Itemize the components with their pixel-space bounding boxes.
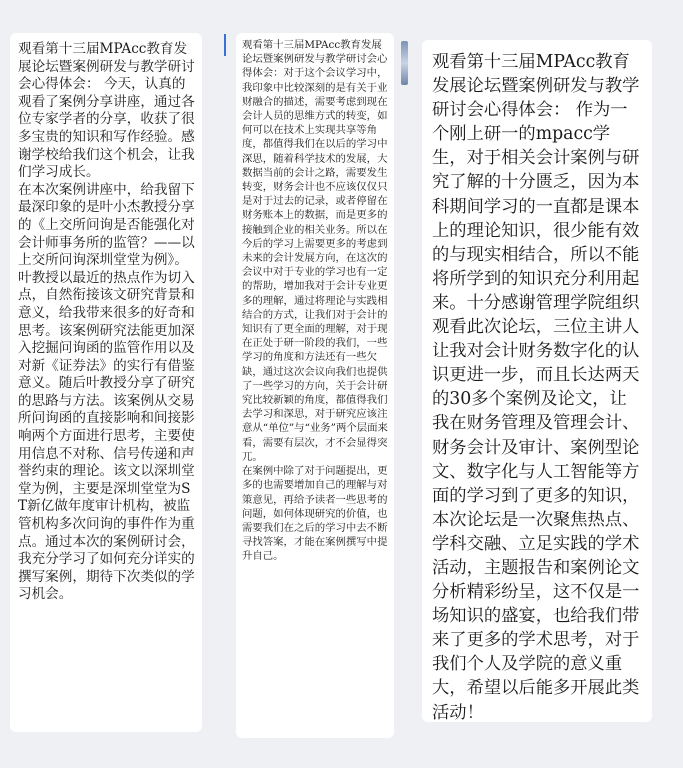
reflection-card-middle xyxy=(236,33,394,738)
card-middle-paragraph-1: 观看第十三届MPAcc教育发展论坛暨案例研发与教学研讨会心得体会：对于这个会议学习中，我印象中比较深刻的是有关于业财融合的描述，需要考虑到现在会计人员的思维方式的转变，如何可以在技术上实现共享等角度，都值得我们在以后的学习中深思，随着科学技术的发展，大数据当前的会计之路，需要发生转变，财务会计也不应该仅仅只是对于过去的记录，或者停留在财务账本上的数据，而是更多的接触到企业的相关业务。所以在今后的学习上需要更多的考虑到未来的会计发展方向，在这次的会议中对于专业的学习也有一定的帮助，增加我对于会计专业更多的理解，通过将理论与实践相结合的方式，让我们对于会计的知识有了更全面的理解，对于现在正处于研一阶段的我们，一些学习的角度和方法还有一些欠缺，通过这次会议向我们也提供了一些学习的方向，关于会计研究比较新颖的角度，都值得我们去学习和深思，对于研究应该注意从“单位”与“业务”两个层面来看，需要有层次，才不会显得突兀。 xyxy=(242,39,388,463)
card-left-paragraph-2: 在本次案例讲座中，给我留下最深印象的是叶小杰教授分享的《上交所问询是否能强化对会计师事务所的监管？——以上交所问询深圳堂堂为例》。叶教授以最近的热点作为切入点，自然衔接该文研究背景和意义，给我带来很多的好奇和思考。该案例研究法能更加深入挖掘问询函的监管作用以及对新《证券法》的实行有借鉴意义。随后叶教授分享了研究的思路与方法。该案例从交易所问询函的直接影响和间接影响两个方面进行思考，主要使用信息不对称、信号传递和声誉约束的理论。该文以深圳堂堂为例，主要是深圳堂堂为ST新亿做年度审计机构，被监管机构多次问询的事件作为重点。通过本次的案例研讨会，我充分学习了如何充分详实的撰写案例，期待下次类似的学习机会。 xyxy=(18,181,195,603)
card-left-paragraph-1: 观看第十三届MPAcc教育发展论坛暨案例研发与教学研讨会心得体会： 今天，认真的观看了案例分享讲座，通过各位专家学者的分享，收获了很多宝贵的知识和写作经验。感谢学校给我们这个机会，让我们学习成长。 xyxy=(18,41,195,181)
text-cursor xyxy=(224,34,226,56)
image-thumbnail-strip[interactable] xyxy=(401,41,408,85)
reflection-card-right xyxy=(422,40,652,722)
card-middle-paragraph-2: 在案例中除了对于问题提出，更多的也需要增加自己的理解与对策意见，再给予读者一些思考的问题，如何体现研究的价值，也需要我们在之后的学习中去不断寻找答案，才能在案例撰写中提升自己。 xyxy=(242,465,388,563)
card-right-paragraph-1: 观看第十三届MPAcc教育发展论坛暨案例研发与教学研讨会心得体会： 作为一个刚上研一的mpacc学生，对于相关会计案例与研究了解的十分匮乏，因为本科期间学习的一直都是课本上的理论知识，很少能有效的与现实相结合，所以不能将所学到的知识充分利用起来。十分感谢管理学院组织观看此次论坛，三位主讲人让我对会计财务数字化的认识更进一步，而且长达两天的30多个案例及论文，让我在财务管理及管理会计、财务会计及审计、案例型论文、数字化与人工智能等方面的学习到了更多的知识，本次论坛是一次聚焦热点、学科交融、立足实践的学术活动，主题报告和案例论文分析精彩纷呈，这不仅是一场知识的盛宴，也给我们带来了更多的学术思考，对于我们个人及学院的意义重大，希望以后能多开展此类活动！ xyxy=(432,52,640,722)
reflection-card-left xyxy=(10,33,202,732)
